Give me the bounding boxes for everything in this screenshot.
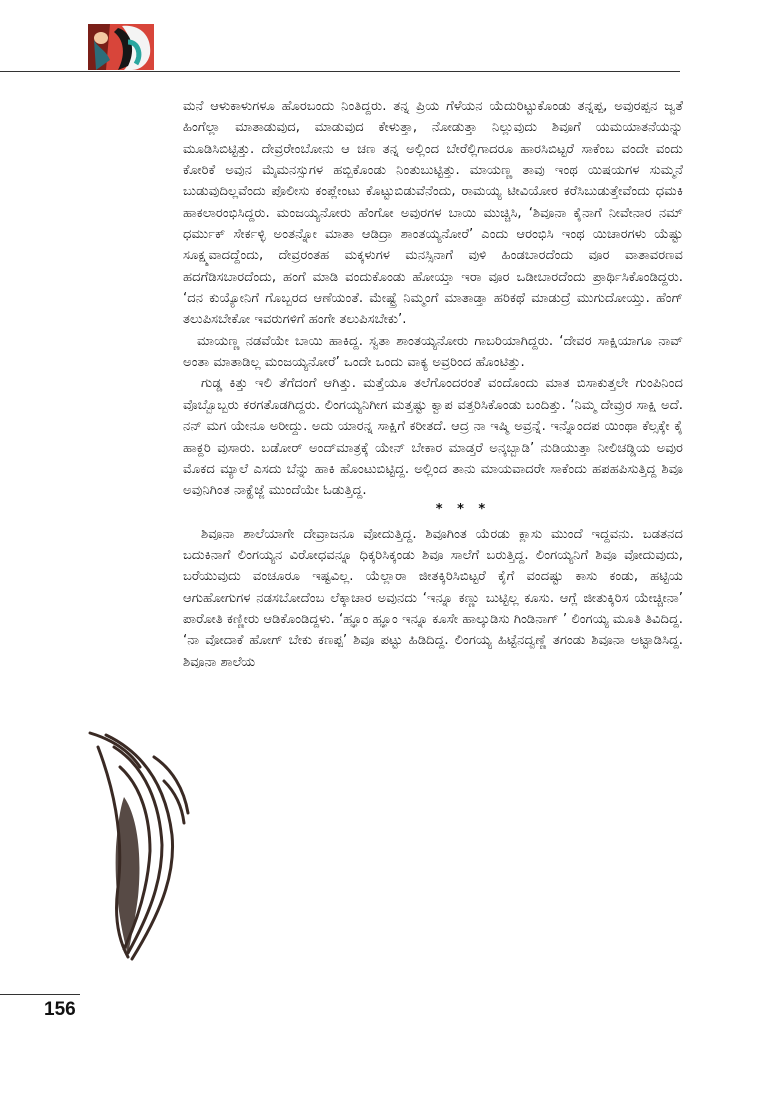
header-rule [0,71,680,72]
paragraph: ಮಾಯಣ್ಣ ನಡವೆಯೇ ಬಾಯಿ ಹಾಕಿದ್ದ. ಸ್ವತಾ ಶಾಂತಯ್ಯನೋರು ಗಾಬರಿಯಾಗಿದ್ದರು. ‘ದೇವರ ಸಾಕ್ಷಿಯಾಗೂ ನಾವ್ ಅಂತಾ ಮಾತಾಡಿಲ್ಲ ಮಂಜಯ್ಯನೋರೆ’ ಒಂದೇ ಒಂದು ವಾಕ್ಯ ಅವ್ರರಿಂದ ಹೊಂಟಿತ್ತು. [183,333,683,371]
page-number-rule [0,994,80,995]
page-number: 156 [44,999,76,1020]
section-separator: * * * [435,501,491,517]
paragraph: ಮನೆ ಆಳುಕಾಳುಗಳೂ ಹೊರಬಂದು ನಿಂತಿದ್ದರು. ತನ್ನ ಪ್ರಿಯ ಗೆಳೆಯನ ಯೆದುರಿಟ್ಟುಕೊಂಡು ತನ್ನಪ್ಪ, ಅವುರಪ್ಪನ ಜ್ವತೆ ಹಿಂಗೆಲ್ಲಾ ಮಾತಾಡುವುದ, ಮಾಡುವುದ ಕೇಳುತ್ತಾ, ನೋಡುತ್ತಾ ನಿಲ್ಲುವುದು ಶಿವೂಗೆ ಯಮಯಾತನೆಯನ್ನು ಮೂಡಿಸಿಬಿಟ್ಟಿತ್ತು. ದೇವ್ರರೇಂಬೋನು ಆ ಚಣ ತನ್ನ ಅಲ್ಲಿಂದ ಬೇರೆಲ್ಲಿಗಾದರೂ ಹಾರಸಿಬಿಟ್ಟರೆ ಸಾಕೆಂಬ ವಂದೇ ವಂದು ಕೋರಿಕೆ ಅವುನ ಮೈಮನಸ್ಸುಗಳ ಹಬ್ಬಿಕೊಂಡು ನಿಂತುಬುಟ್ಟಿತ್ತು. ಮಾಯಣ್ಣ ತಾವು ಇಂಥ ಯಿಷಯಗಳ ಸುಮ್ಮನೆ ಬುಡುವುದಿಲ್ಲವೆಂದು ಪೊಲೀಸು ಕಂಪ್ಲೇಂಟು ಕೊಟ್ಟುಬಿಡುವೆನೆಂದು, ರಾಮಯ್ಯ ಟೀವಿಯೋರ ಕರೆಸಿಬುಡುತ್ತೇವೆಂದು ಧಮಕಿ ಹಾಕಲಾರಂಭಿಸಿದ್ದರು. ಮಂಜಯ್ಯನೋರು ಹೆಂಗೋ ಅವುರಗಳ ಬಾಯಿ ಮುಚ್ಚಿಸಿ, ‘ಶಿವೂನಾ ಕೈನಾಗೆ ನೀವೇನಾರ ನಮ್ ಧರ್ಮುಕ್ ಸೇರ್ಕಳ್ಳಿ ಅಂತನ್ನೋ ಮಾತಾ ಆಡಿದ್ರಾ ಶಾಂತಯ್ಯನೋರೆ’ ಎಂದು ಆರಂಭಿಸಿ ಇಂಥ ಯಿಚಾರಗಳು ಯೆಷ್ಟು ಸೂಕ್ಷ್ಮವಾದದ್ದೆಂದು, ದೇವ್ರರಂತಹ ಮಕ್ಕಳುಗಳ ಮನಸ್ಸಿನಾಗೆ ವುಳಿ ಹಿಂಡಬಾರದೆಂದು ವೂರ ವಾತಾವರಣವ ಹದಗೆಡಿಸಬಾರದೆಂದು, ಹಂಗೆ ಮಾಡಿ ವಂದುಕೊಂಡು ಹೋಯ್ತಾ ಇರಾ ವೂರ ಒಡೀಬಾರದೆಂದು ಪ್ರಾರ್ಥಿಸಿಕೊಂಡಿದ್ದರು. ‘ದನ ಕುಯ್ಯೋನಿಗೆ ಗೊಬ್ಬರದ ಆಣೆಯಂತೆ. ಮೇಷ್ಟ್ರೆ ನಿಮ್ಮಂಗೆ ಮಾತಾಡ್ತಾ ಹರಿಕಥೆ ಮಾಡುದ್ರೆ ಮುಗುದೋಯ್ತು. ಹೆಂಗ್ ತಲುಪಿಸಬೇಕೋ ಇವರುಗಳಿಗೆ ಹಂಗೇ ತಲುಪಿಸಬೇಕು’. [183,99,683,328]
paragraph: ಶಿವೂನಾ ಶಾಲೆಯಾಗೇ ದೇವ್ರಾಜನೂ ವೋದುತ್ತಿದ್ದ. ಶಿವೂಗಿಂತ ಯೆರಡು ಕ್ಲಾಸು ಮುಂದೆ ಇದ್ದವನು. ಬಡತನದ ಬದುಕಿನಾಗೆ ಲಿಂಗಯ್ಯನ ವಿರೋಧವನ್ನೂ ಧಿಕ್ಕರಿಸಿಕ್ಕಂಡು ಶಿವೂ ಸಾಲೆಗೆ ಬರುತ್ತಿದ್ದ. ಲಿಂಗಯ್ಯನಿಗೆ ಶಿವೂ ವೋದುವುದು, ಬರೆಯುವುದು ವಂಚೂರೂ ಇಷ್ಟವಿಲ್ಲ. ಯೆಲ್ಲಾರಾ ಜೀತಕ್ಕಿರಿಸಿಬಿಟ್ಟರೆ ಕೈಗೆ ವಂದಷ್ಟು ಕಾಸು ಕಂಡು, ಹಟ್ಟಿಯ ಆಗುಹೋಗುಗಳ ನಡಸಬೋದೆಂಬ ಲೆಕ್ಕಾಚಾರ ಅವುನದು ‘ಇನ್ನೂ ಕಣ್ಣು ಬುಟ್ಟಿಲ್ಲ ಕೂಸು. ಆಗ್ಲೆ ಜೀತುಕ್ಕಿರಿಸ ಯೇಚ್ಚೀನಾ’ ಪಾರೋತಿ ಕಣ್ಣೀರು ಆಡಿಕೊಂಡಿದ್ದಳು. ‘ಹ್ಞೂಂ ಹ್ಞೂಂ ಇನ್ನೂ ಕೂಸೇ ಹಾಲ್ಕುಡಿಸು ಗಿಂಡಿನಾಗ್ ’ ಲಿಂಗಯ್ಯ ಮೂತಿ ತಿವಿದಿದ್ದ. ‘ನಾ ವೋದಾಕೆ ಹೋಗ್ ಬೇಕು ಕಣಪ್ಪ’ ಶಿವೂ ಪಟ್ಟು ಹಿಡಿದಿದ್ದ. ಲಿಂಗಯ್ಯ ಹಿಟ್ಟೆನದ್ವಣ್ಣೆ ತಗಂಡು ಶಿವೂನಾ ಅಟ್ಟಾಡಿಸಿದ್ದ. ಶಿವೂನಾ ಶಾಲೆಯ [183,526,683,670]
portrait-logo-icon [88,24,154,70]
paragraph: ಗುಡ್ಡ ಕಿತ್ತು ಇಲಿ ತೆಗೆದಂಗೆ ಆಗಿತ್ತು. ಮತ್ತೆಯೂ ತಲೆಗೊಂದರಂತೆ ವಂದೊಂದು ಮಾತ ಬಿಸಾಕುತ್ತಲೇ ಗುಂಪಿನಿಂದ ವೊಬ್ಬೊಬ್ಬರು ಕರಗತೊಡಗಿದ್ದರು. ಲಿಂಗಯ್ಯನಿಗೀಗ ಮತ್ತಷ್ಟು ಕ್ವಾಪ ವತ್ತರಿಸಿಕೊಂಡು ಬಂದಿತ್ತು. ‘ನಿಮ್ಮ ದೇವ್ರುರ ಸಾಕ್ಷಿ ಅದೆ. ನನ್ ಮಗ ಯೇನೂ ಅರೀದ್ದು. ಅದು ಯಾರನ್ನ ಸಾಕ್ಷಿಗೆ ಕರೀತದೆ. ಆದ್ರ ನಾ ಇಷ್ಮಿ ಅವ್ರನ್ನೆ. ಇನ್ನೊಂದಪ ಯಿಂಥಾ ಕೆಲ್ಸಕ್ಕೇ ಕೈ ಹಾಕ್ದರಿ ವುಸಾರು. ಬಡೋರ್ ಅಂದ್‌ಮಾತ್ರಕ್ಕೆ ಯೇನ್ ಬೇಕಾರ ಮಾಡ್ತರೆ ಅನ್ಕಬ್ಬಾಡಿ’ ನುಡಿಯುತ್ತಾ ನೀಲಿಚಡ್ಡಿಯ ಅವುರ ಮೊಕದ ಮ್ಯಾಲೆ ಎಸದು ಬೆನ್ನು ಹಾಕಿ ಹೊಂಟುಬಿಟ್ಟಿದ್ದ. ಅಲ್ಲಿಂದ ತಾನು ಮಾಯವಾದರೇ ಸಾಕೆಂದು ಹಪಹಪಿಸುತ್ತಿದ್ದ ಶಿವೂ ಅವುನಿಗಿಂತ ನಾಕ್ಹೆಜ್ಜೆ ಮುಂದೆಯೇ ಓಡುತ್ತಿದ್ದ. [183,376,683,499]
article-body [183,96,683,673]
feather-ornament-icon [84,727,192,963]
